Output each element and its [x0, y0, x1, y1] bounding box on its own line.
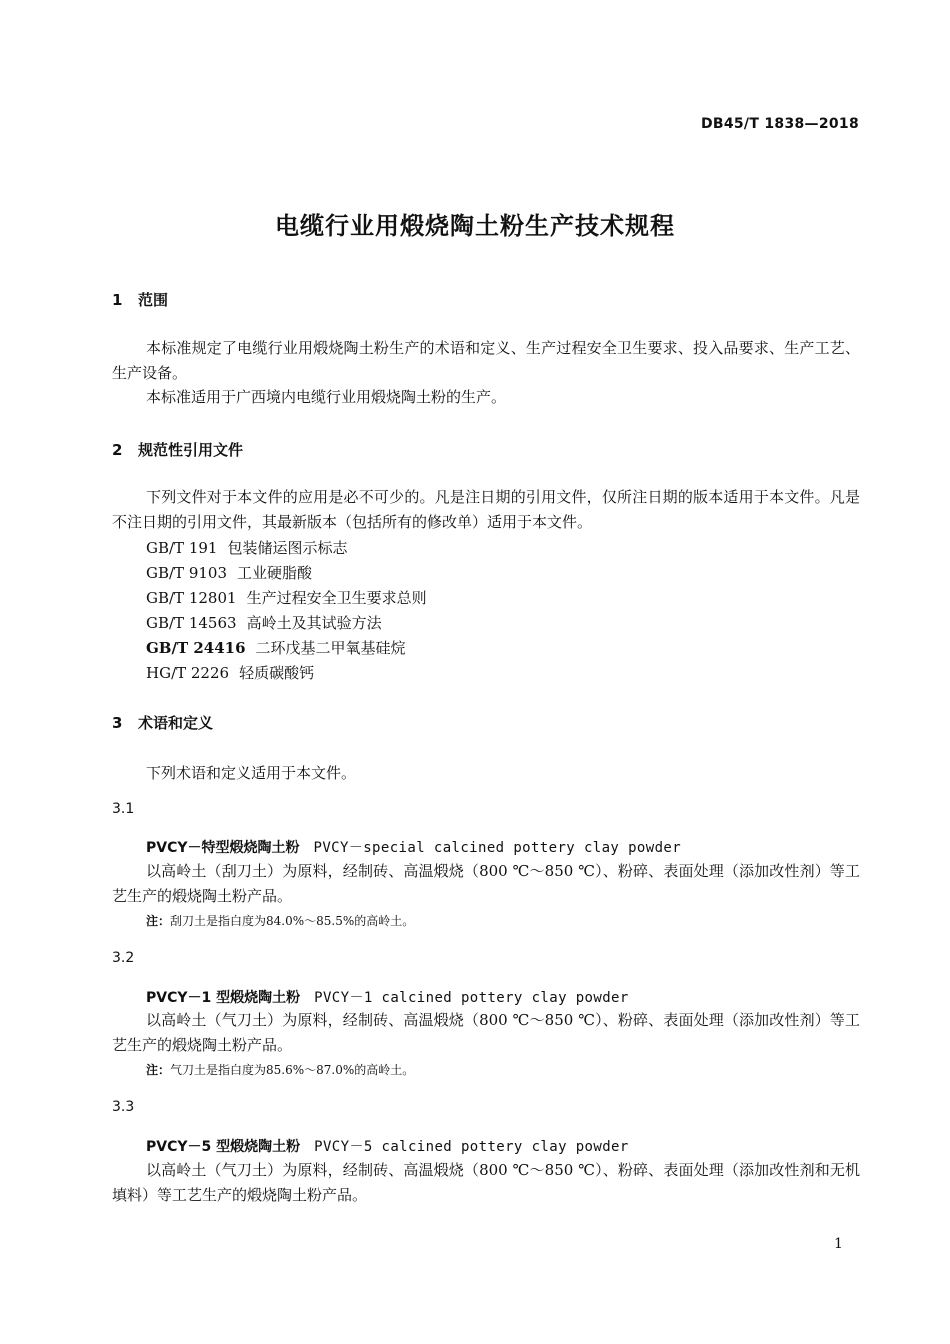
term-definition: 以高岭土（气刀土）为原料，经制砖、高温煅烧（800 ℃～850 ℃）、粉碎、表面处理（添加改性剂）等工艺生产的煅烧陶土粉产品。	[112, 1011, 860, 1054]
reference-name: 包装储运图示标志	[227, 539, 348, 557]
term-chinese: PVCY－5 型煅烧陶土粉	[146, 1139, 301, 1155]
term-note	[146, 1061, 414, 1078]
section-title: 规范性引用文件	[138, 441, 244, 459]
term-definition: 以高岭土（气刀土）为原料，经制砖、高温煅烧（800 ℃～850 ℃）、粉碎、表面处理（添加改性剂和无机填料）等工艺生产的煅烧陶土粉产品。	[112, 1161, 860, 1204]
term-note	[146, 912, 414, 929]
reference-code: GB/T 9103	[146, 564, 228, 582]
scope-paragraph-1: 本标准规定了电缆行业用煅烧陶土粉生产的术语和定义、生产过程安全卫生要求、投入品要求、生产工艺、生产设备。	[112, 339, 860, 382]
term-english: PVCY－1 calcined pottery clay powder	[314, 990, 629, 1006]
section-number: 3	[112, 714, 123, 732]
term-heading	[146, 1136, 629, 1156]
scope-paragraph-2: 本标准适用于广西境内电缆行业用煅烧陶土粉的生产。	[146, 388, 507, 406]
reference-item	[146, 612, 382, 633]
term-number: 3.1	[112, 801, 135, 817]
reference-name: 二环戊基二甲氧基硅烷	[255, 639, 406, 657]
reference-name: 工业硬脂酸	[237, 564, 313, 582]
note-label: 注：	[146, 1063, 171, 1077]
reference-name: 生产过程安全卫生要求总则	[246, 589, 427, 607]
reference-item	[146, 662, 314, 683]
term-english: PVCY－5 calcined pottery clay powder	[314, 1139, 629, 1155]
section-1-heading	[112, 289, 168, 310]
term-heading	[146, 837, 681, 857]
note-text: 刮刀土是指白度为84.0%～85.5%的高岭土。	[170, 914, 415, 928]
reference-code: GB/T 24416	[146, 639, 246, 657]
reference-item	[146, 587, 427, 608]
reference-item	[146, 562, 312, 583]
standard-code: DB45/T 1838—2018	[700, 116, 859, 132]
reference-item	[146, 537, 347, 558]
reference-name: 轻质碳酸钙	[239, 664, 315, 682]
normative-references-paragraph: 下列文件对于本文件的应用是必不可少的。凡是注日期的引用文件，仅所注日期的版本适用于本文件。凡是不注日期的引用文件，其最新版本（包括所有的修改单）适用于本文件。	[112, 488, 860, 531]
section-title: 术语和定义	[138, 714, 214, 732]
term-number: 3.3	[112, 1099, 135, 1115]
section-title: 范围	[138, 291, 169, 309]
page-number: 1	[834, 1236, 843, 1252]
reference-code: GB/T 14563	[146, 614, 237, 632]
terms-intro-paragraph: 下列术语和定义适用于本文件。	[146, 764, 357, 782]
note-text: 气刀土是指白度为85.6%～87.0%的高岭土。	[170, 1063, 415, 1077]
term-english: PVCY－special calcined pottery clay powder	[313, 840, 682, 856]
section-number: 2	[112, 441, 123, 459]
reference-name: 高岭土及其试验方法	[246, 614, 382, 632]
term-number: 3.2	[112, 950, 135, 966]
section-3-heading	[112, 712, 213, 733]
document-title: 电缆行业用煅烧陶土粉生产技术规程	[275, 212, 675, 240]
note-label: 注：	[146, 914, 171, 928]
reference-item	[146, 637, 406, 658]
term-chinese: PVCY－1 型煅烧陶土粉	[146, 990, 301, 1006]
term-heading	[146, 987, 629, 1007]
section-2-heading	[112, 439, 243, 460]
term-chinese: PVCY－特型煅烧陶土粉	[146, 840, 300, 856]
section-number: 1	[112, 291, 123, 309]
term-definition: 以高岭土（刮刀土）为原料，经制砖、高温煅烧（800 ℃～850 ℃）、粉碎、表面处理（添加改性剂）等工艺生产的煅烧陶土粉产品。	[112, 862, 860, 905]
reference-code: HG/T 2226	[146, 664, 230, 682]
reference-code: GB/T 12801	[146, 589, 237, 607]
reference-code: GB/T 191	[146, 539, 218, 557]
